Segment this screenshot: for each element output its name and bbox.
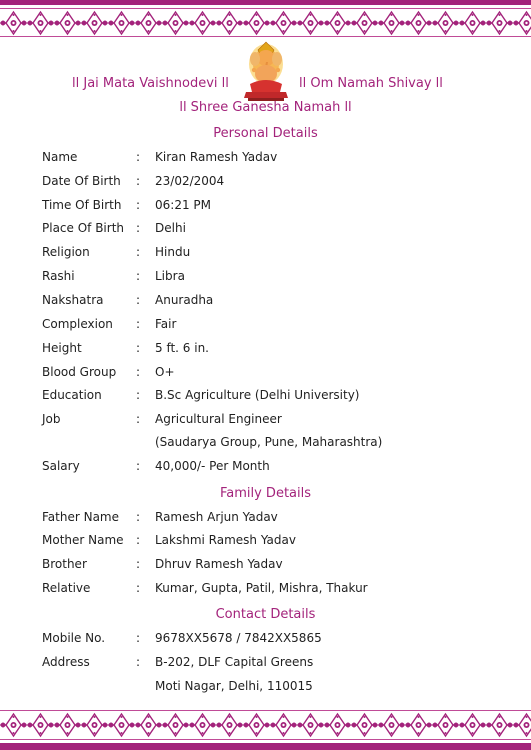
detail-value: B-202, DLF Capital Greens xyxy=(155,655,314,669)
floral-border-pattern-bottom xyxy=(0,712,531,738)
detail-value: Fair xyxy=(155,317,177,331)
detail-value: B.Sc Agriculture (Delhi University) xyxy=(155,388,360,402)
detail-value: 5 ft. 6 in. xyxy=(155,341,209,355)
detail-row xyxy=(0,533,531,553)
colon-separator: : xyxy=(136,557,141,571)
detail-label: Nakshatra xyxy=(42,293,104,307)
colon-separator: : xyxy=(136,388,141,402)
detail-row xyxy=(0,655,531,675)
colon-separator: : xyxy=(136,221,141,235)
detail-row xyxy=(0,459,531,479)
detail-label: Address xyxy=(42,655,90,669)
detail-row xyxy=(0,631,531,651)
detail-value: Agricultural Engineer xyxy=(155,412,282,426)
colon-separator: : xyxy=(136,245,141,259)
detail-label: Religion xyxy=(42,245,90,259)
mantra-center: ll Shree Ganesha Namah ll xyxy=(179,100,352,115)
detail-value: Lakshmi Ramesh Yadav xyxy=(155,533,296,547)
colon-separator: : xyxy=(136,341,141,355)
colon-separator: : xyxy=(136,459,141,473)
floral-border-pattern-top xyxy=(0,10,531,36)
colon-separator: : xyxy=(136,510,141,524)
detail-label: Complexion xyxy=(42,317,113,331)
detail-label: Mother Name xyxy=(42,533,124,547)
detail-value: 40,000/- Per Month xyxy=(155,459,270,473)
ganesha-icon xyxy=(240,40,292,102)
colon-separator: : xyxy=(136,631,141,645)
mantra-left: ll Jai Mata Vaishnodevi ll xyxy=(72,76,229,91)
colon-separator: : xyxy=(136,293,141,307)
bottom-border xyxy=(0,708,531,750)
colon-separator: : xyxy=(136,174,141,188)
colon-separator: : xyxy=(136,412,141,426)
detail-row xyxy=(0,174,531,194)
detail-row xyxy=(0,341,531,361)
detail-value: 06:21 PM xyxy=(155,198,211,212)
mantra-right: ll Om Namah Shivay ll xyxy=(299,76,443,91)
contact-details-heading: Contact Details xyxy=(215,607,316,622)
detail-row xyxy=(0,269,531,289)
colon-separator: : xyxy=(136,269,141,283)
detail-value: 23/02/2004 xyxy=(155,174,225,188)
detail-label: Education xyxy=(42,388,102,402)
detail-label: Rashi xyxy=(42,269,75,283)
detail-label: Place Of Birth xyxy=(42,221,125,235)
detail-row xyxy=(0,581,531,601)
detail-value: (Saudarya Group, Pune, Maharashtra) xyxy=(155,435,383,449)
colon-separator: : xyxy=(136,150,141,164)
detail-label: Father Name xyxy=(42,510,119,524)
detail-row xyxy=(0,221,531,241)
detail-value: Moti Nagar, Delhi, 110015 xyxy=(155,679,313,693)
personal-details-heading: Personal Details xyxy=(213,126,318,141)
detail-label: Time Of Birth xyxy=(42,198,122,212)
detail-label: Brother xyxy=(42,557,87,571)
detail-label: Height xyxy=(42,341,82,355)
detail-value: Hindu xyxy=(155,245,191,259)
colon-separator: : xyxy=(136,581,141,595)
detail-value: Libra xyxy=(155,269,185,283)
detail-label: Relative xyxy=(42,581,91,595)
colon-separator: : xyxy=(136,365,141,379)
detail-value: Kumar, Gupta, Patil, Mishra, Thakur xyxy=(155,581,368,595)
detail-value: 9678XX5678 / 7842XX5865 xyxy=(155,631,322,645)
colon-separator: : xyxy=(136,655,141,669)
colon-separator: : xyxy=(136,533,141,547)
detail-row xyxy=(0,388,531,408)
colon-separator: : xyxy=(136,198,141,212)
detail-value: Dhruv Ramesh Yadav xyxy=(155,557,283,571)
detail-row xyxy=(0,412,531,432)
detail-label: Job xyxy=(42,412,61,426)
detail-row xyxy=(0,198,531,218)
detail-label: Mobile No. xyxy=(42,631,106,645)
detail-label: Blood Group xyxy=(42,365,117,379)
detail-label: Date Of Birth xyxy=(42,174,121,188)
detail-row xyxy=(0,365,531,385)
family-details-heading: Family Details xyxy=(219,486,312,501)
detail-row xyxy=(0,245,531,265)
detail-row xyxy=(0,510,531,530)
detail-value: Ramesh Arjun Yadav xyxy=(155,510,278,524)
detail-row xyxy=(0,150,531,170)
detail-value: Delhi xyxy=(155,221,186,235)
detail-label: Salary xyxy=(42,459,80,473)
detail-row-continuation xyxy=(0,679,531,699)
colon-separator: : xyxy=(136,317,141,331)
detail-value: Anuradha xyxy=(155,293,214,307)
detail-row-continuation xyxy=(0,435,531,455)
detail-label: Name xyxy=(42,150,78,164)
detail-value: Kiran Ramesh Yadav xyxy=(155,150,278,164)
detail-row xyxy=(0,557,531,577)
detail-value: O+ xyxy=(155,365,175,379)
detail-row xyxy=(0,293,531,313)
detail-row xyxy=(0,317,531,337)
top-border xyxy=(0,0,531,40)
